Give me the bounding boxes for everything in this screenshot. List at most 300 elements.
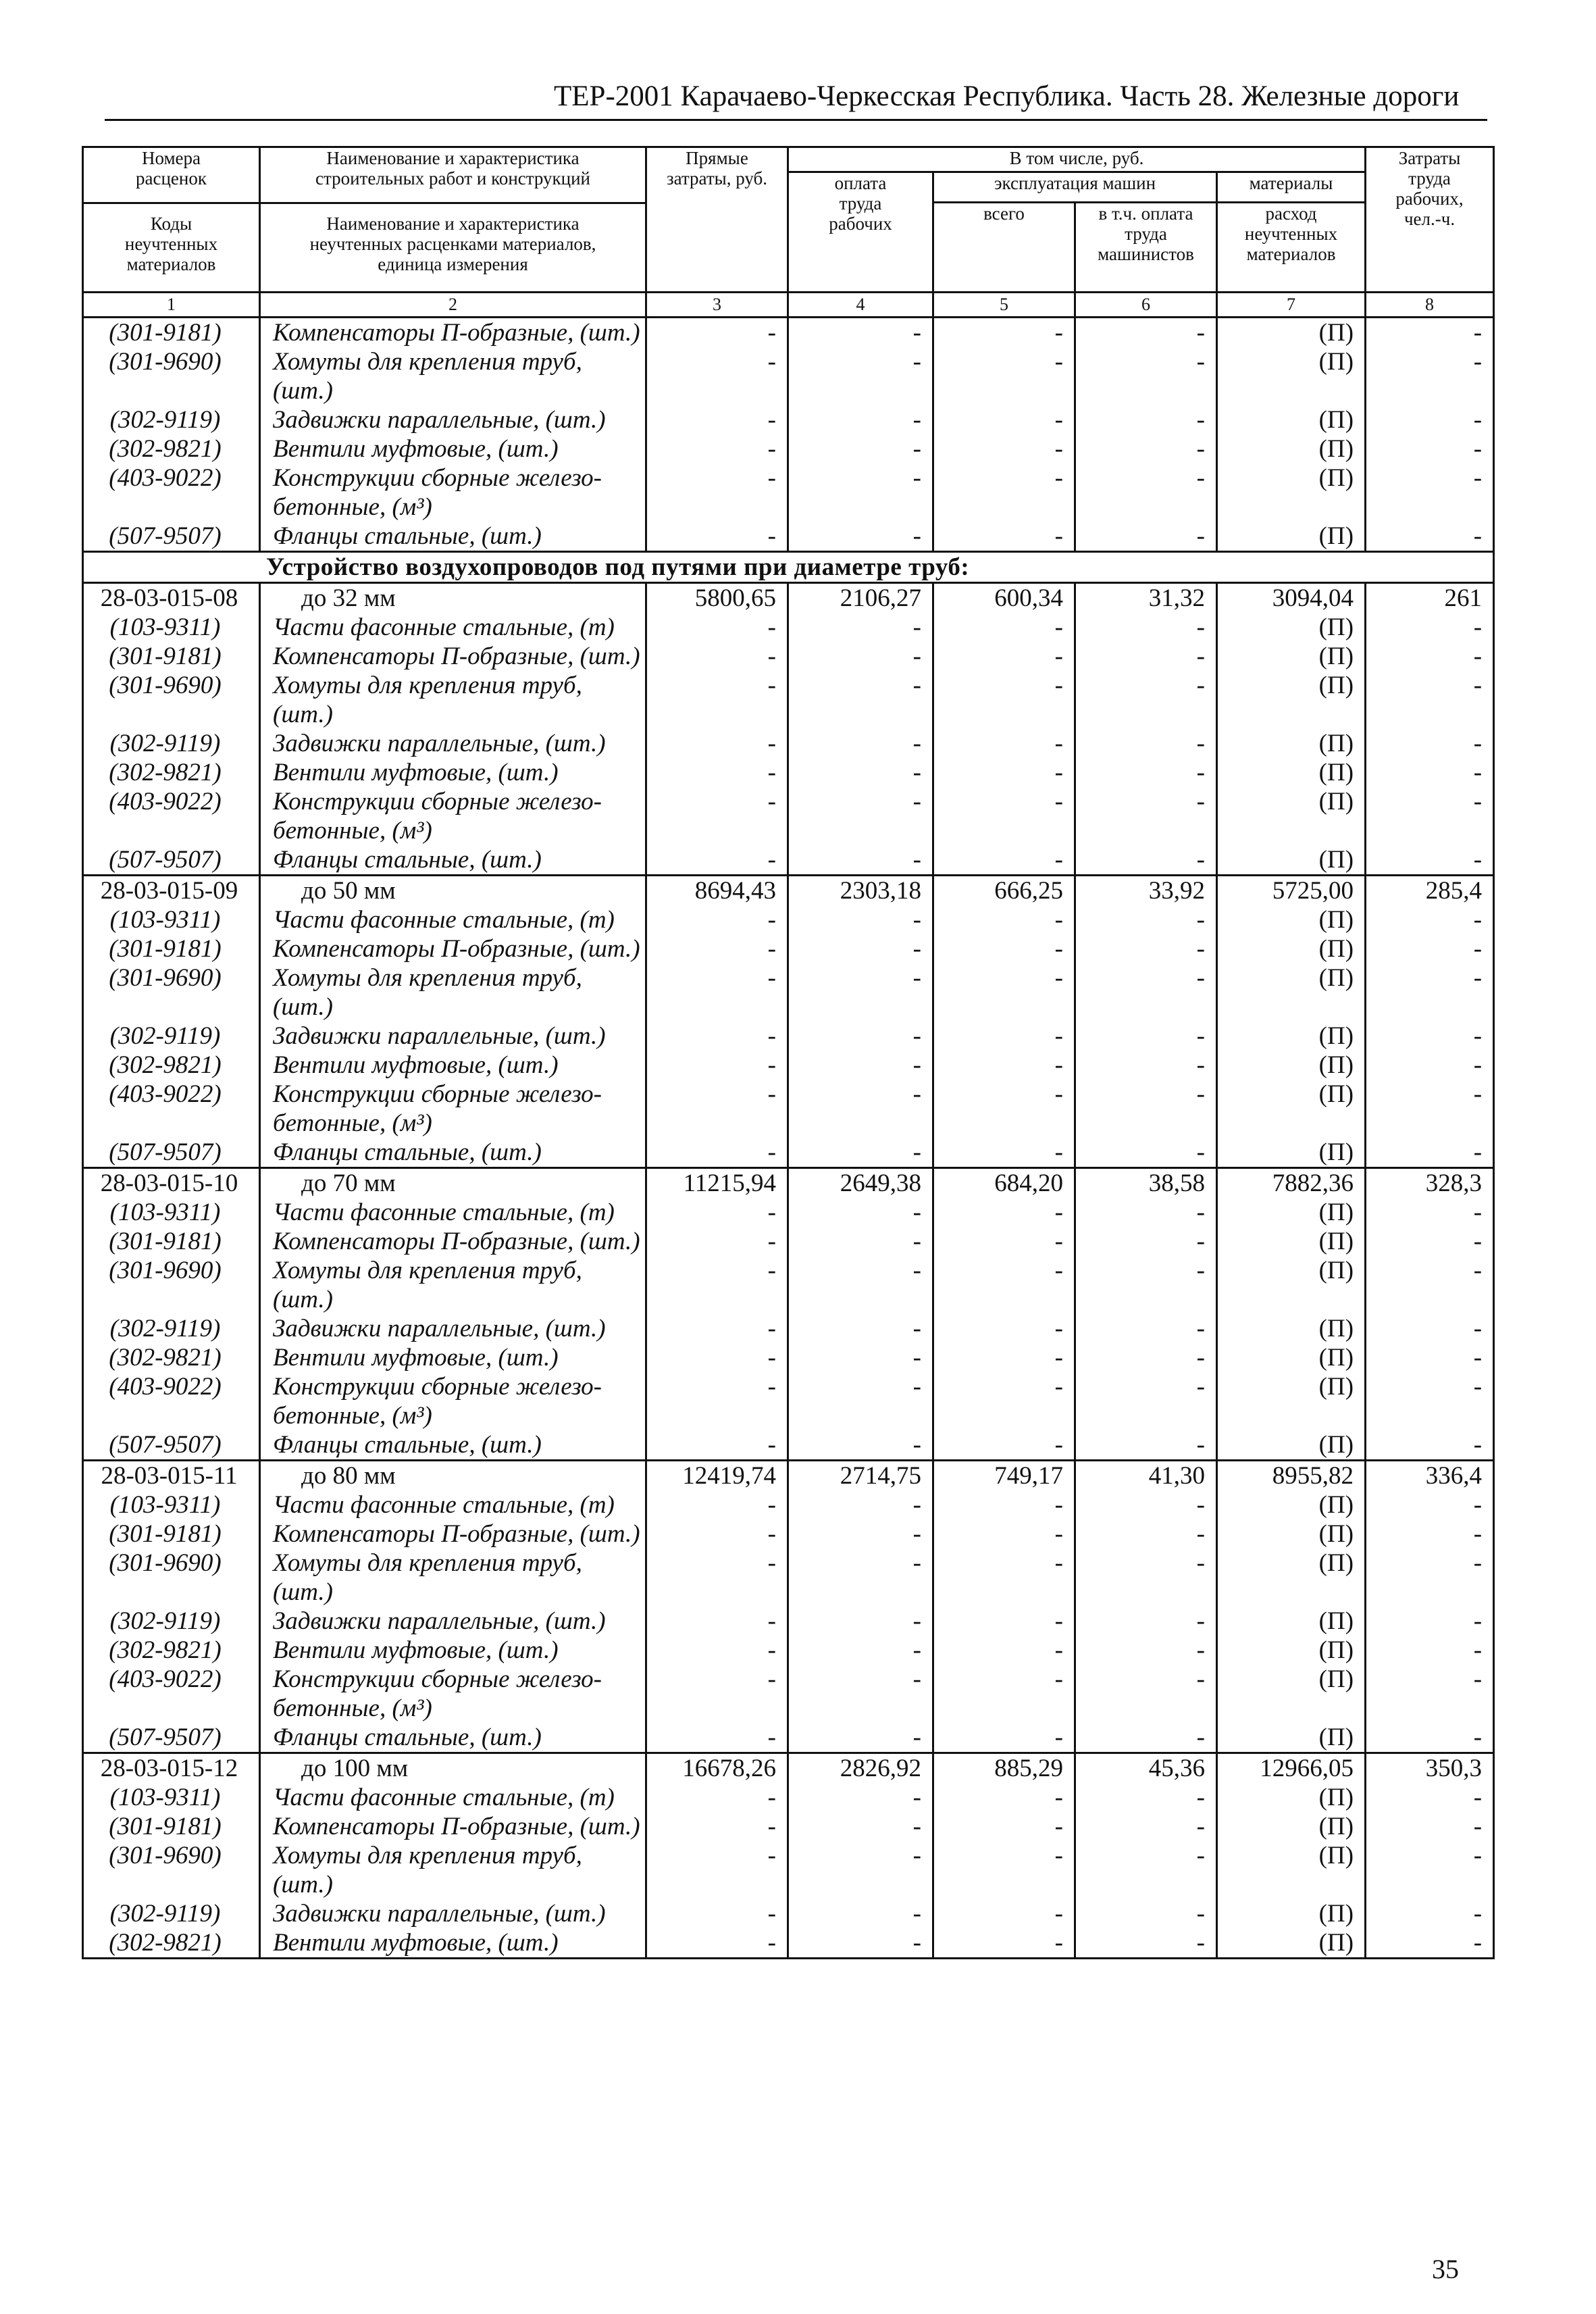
labor-hours-cell: - <box>1366 318 1494 348</box>
material-row <box>83 522 1494 552</box>
header-machine-total: всего <box>933 203 1075 293</box>
operator-pay-cell: - <box>1075 522 1217 552</box>
material-row <box>83 1343 1494 1372</box>
direct-costs-cell: - <box>646 845 788 876</box>
machine-total-cell: - <box>933 671 1075 729</box>
material-code: (403-9022) <box>83 787 260 845</box>
material-row <box>83 1227 1494 1256</box>
table-body <box>83 318 1494 1959</box>
header-names <box>260 147 646 293</box>
section-heading: Устройство воздухопроводов под путями при диаметре труб: <box>83 552 1494 583</box>
materials-cell: (П) <box>1217 1812 1366 1841</box>
direct-costs-cell: - <box>646 1812 788 1841</box>
machine-total-cell: - <box>933 758 1075 787</box>
operator-pay-cell: - <box>1075 1227 1217 1256</box>
operator-pay-cell: - <box>1075 963 1217 1022</box>
header-machine-operation: эксплуатация машин <box>933 172 1217 203</box>
direct-costs-cell: 11215,94 <box>646 1168 788 1199</box>
operator-pay-cell: - <box>1075 1783 1217 1812</box>
worker-pay-cell: - <box>788 1607 933 1636</box>
labor-hours-cell: - <box>1366 1812 1494 1841</box>
material-name: Хомуты для крепления труб, (шт.) <box>260 1549 646 1607</box>
labor-hours-cell: - <box>1366 1723 1494 1753</box>
material-code: (302-9119) <box>83 1314 260 1343</box>
operator-pay-cell: - <box>1075 845 1217 876</box>
direct-costs-cell: - <box>646 1080 788 1138</box>
material-name: Компенсаторы П-образные, (шт.) <box>260 1227 646 1256</box>
machine-total-cell: 749,17 <box>933 1461 1075 1491</box>
material-row <box>83 905 1494 934</box>
labor-hours-cell: - <box>1366 963 1494 1022</box>
worker-pay-cell: - <box>788 1343 933 1372</box>
materials-cell: (П) <box>1217 405 1366 434</box>
operator-pay-cell: - <box>1075 1636 1217 1665</box>
header-direct-costs: Прямые затраты, руб. <box>646 147 788 293</box>
machine-total-cell: - <box>933 1549 1075 1607</box>
material-name: Задвижки параллельные, (шт.) <box>260 1899 646 1928</box>
materials-cell: 12966,05 <box>1217 1753 1366 1784</box>
material-name: Части фасонные стальные, (т) <box>260 1490 646 1519</box>
materials-cell: (П) <box>1217 318 1366 348</box>
labor-hours-cell: 285,4 <box>1366 876 1494 906</box>
materials-cell: 5725,00 <box>1217 876 1366 906</box>
header-work-name: Наименование и характеристика строительных работ и конструкций <box>315 148 590 188</box>
labor-hours-cell: - <box>1366 905 1494 934</box>
worker-pay-cell: 2826,92 <box>788 1753 933 1784</box>
material-name: Конструкции сборные железо-бетонные, (м³) <box>260 1372 646 1430</box>
labor-hours-cell: - <box>1366 405 1494 434</box>
operator-pay-cell: - <box>1075 787 1217 845</box>
operator-pay-cell: - <box>1075 1549 1217 1607</box>
material-row <box>83 1138 1494 1168</box>
materials-cell: (П) <box>1217 729 1366 758</box>
material-code: (302-9119) <box>83 1022 260 1051</box>
operator-pay-cell: - <box>1075 1256 1217 1314</box>
material-name: Конструкции сборные железо-бетонные, (м³) <box>260 1665 646 1723</box>
worker-pay-cell: - <box>788 405 933 434</box>
materials-cell: (П) <box>1217 1314 1366 1343</box>
table-header <box>83 147 1494 318</box>
material-row <box>83 463 1494 522</box>
operator-pay-cell: - <box>1075 1138 1217 1168</box>
materials-cell: (П) <box>1217 1022 1366 1051</box>
material-code: (301-9181) <box>83 1812 260 1841</box>
machine-total-cell: - <box>933 845 1075 876</box>
worker-pay-cell: - <box>788 758 933 787</box>
machine-total-cell: - <box>933 347 1075 405</box>
worker-pay-cell: - <box>788 642 933 671</box>
material-name: Вентили муфтовые, (шт.) <box>260 1051 646 1080</box>
direct-costs-cell: - <box>646 613 788 642</box>
worker-pay-cell: - <box>788 1899 933 1928</box>
materials-cell: 7882,36 <box>1217 1168 1366 1199</box>
rate-row <box>83 1168 1494 1199</box>
machine-total-cell: - <box>933 963 1075 1022</box>
material-row <box>83 845 1494 876</box>
labor-hours-cell: - <box>1366 1138 1494 1168</box>
operator-pay-cell: - <box>1075 1607 1217 1636</box>
operator-pay-cell: - <box>1075 434 1217 463</box>
material-name: Компенсаторы П-образные, (шт.) <box>260 1519 646 1549</box>
worker-pay-cell: - <box>788 1227 933 1256</box>
direct-costs-cell: - <box>646 758 788 787</box>
materials-cell: (П) <box>1217 1636 1366 1665</box>
material-name: Вентили муфтовые, (шт.) <box>260 1343 646 1372</box>
operator-pay-cell: - <box>1075 1343 1217 1372</box>
labor-hours-cell: - <box>1366 642 1494 671</box>
direct-costs-cell: - <box>646 1549 788 1607</box>
labor-hours-cell: - <box>1366 1314 1494 1343</box>
material-code: (301-9690) <box>83 1841 260 1899</box>
material-name: Хомуты для крепления труб, (шт.) <box>260 1256 646 1314</box>
direct-costs-cell: - <box>646 1022 788 1051</box>
column-number: 1 <box>83 293 260 318</box>
machine-total-cell: - <box>933 1022 1075 1051</box>
materials-cell: (П) <box>1217 642 1366 671</box>
material-code: (302-9821) <box>83 1636 260 1665</box>
material-code: (301-9690) <box>83 1256 260 1314</box>
material-row <box>83 729 1494 758</box>
direct-costs-cell: - <box>646 1256 788 1314</box>
material-row <box>83 1314 1494 1343</box>
operator-pay-cell: - <box>1075 347 1217 405</box>
direct-costs-cell: - <box>646 1841 788 1899</box>
materials-cell: (П) <box>1217 1343 1366 1372</box>
direct-costs-cell: - <box>646 963 788 1022</box>
column-number: 8 <box>1366 293 1494 318</box>
header-materials: материалы <box>1217 172 1366 203</box>
worker-pay-cell: - <box>788 1372 933 1430</box>
direct-costs-cell: - <box>646 1314 788 1343</box>
labor-hours-cell: - <box>1366 1519 1494 1549</box>
machine-total-cell: - <box>933 787 1075 845</box>
operator-pay-cell: - <box>1075 1198 1217 1227</box>
machine-total-cell: - <box>933 1490 1075 1519</box>
machine-total-cell: - <box>933 905 1075 934</box>
direct-costs-cell: - <box>646 1227 788 1256</box>
labor-hours-cell: - <box>1366 1783 1494 1812</box>
materials-cell: (П) <box>1217 1490 1366 1519</box>
header-material-consumption: расход неучтенных материалов <box>1217 203 1366 293</box>
rate-description: до 70 мм <box>260 1168 646 1199</box>
material-row <box>83 1841 1494 1899</box>
direct-costs-cell: - <box>646 1198 788 1227</box>
header-worker-pay: оплата труда рабочих <box>788 172 933 293</box>
worker-pay-cell: - <box>788 1080 933 1138</box>
materials-cell: 3094,04 <box>1217 583 1366 613</box>
machine-total-cell: - <box>933 1138 1075 1168</box>
material-code: (403-9022) <box>83 1665 260 1723</box>
machine-total-cell: - <box>933 405 1075 434</box>
direct-costs-cell: - <box>646 1899 788 1928</box>
worker-pay-cell: - <box>788 1430 933 1461</box>
rate-row <box>83 876 1494 906</box>
material-name: Хомуты для крепления труб, (шт.) <box>260 347 646 405</box>
materials-cell: (П) <box>1217 1665 1366 1723</box>
column-number: 6 <box>1075 293 1217 318</box>
machine-total-cell: 684,20 <box>933 1168 1075 1199</box>
materials-cell: (П) <box>1217 1723 1366 1753</box>
material-name: Фланцы стальные, (шт.) <box>260 522 646 552</box>
operator-pay-cell: - <box>1075 1430 1217 1461</box>
material-row <box>83 1549 1494 1607</box>
labor-hours-cell: - <box>1366 1549 1494 1607</box>
operator-pay-cell: - <box>1075 405 1217 434</box>
material-row <box>83 1256 1494 1314</box>
worker-pay-cell: - <box>788 434 933 463</box>
direct-costs-cell: - <box>646 318 788 348</box>
machine-total-cell: - <box>933 1227 1075 1256</box>
worker-pay-cell: - <box>788 845 933 876</box>
material-row <box>83 642 1494 671</box>
material-code: (301-9690) <box>83 1549 260 1607</box>
worker-pay-cell: - <box>788 347 933 405</box>
header-material-codes: Коды неучтенных материалов <box>124 213 218 274</box>
worker-pay-cell: - <box>788 1198 933 1227</box>
labor-hours-cell: - <box>1366 1051 1494 1080</box>
operator-pay-cell: - <box>1075 729 1217 758</box>
operator-pay-cell: - <box>1075 671 1217 729</box>
worker-pay-cell: - <box>788 1490 933 1519</box>
operator-pay-cell: - <box>1075 1841 1217 1899</box>
rate-number: 28-03-015-10 <box>83 1168 260 1199</box>
worker-pay-cell: - <box>788 934 933 963</box>
material-code: (301-9181) <box>83 1227 260 1256</box>
material-code: (302-9821) <box>83 1928 260 1959</box>
header-operator-pay: в т.ч. оплата труда машинистов <box>1075 203 1217 293</box>
direct-costs-cell: - <box>646 522 788 552</box>
materials-cell: (П) <box>1217 1899 1366 1928</box>
worker-pay-cell: - <box>788 1549 933 1607</box>
materials-cell: (П) <box>1217 1549 1366 1607</box>
material-name: Конструкции сборные железо-бетонные, (м³) <box>260 463 646 522</box>
labor-hours-cell: - <box>1366 613 1494 642</box>
material-name: Фланцы стальные, (шт.) <box>260 1430 646 1461</box>
materials-cell: (П) <box>1217 1928 1366 1959</box>
machine-total-cell: - <box>933 1314 1075 1343</box>
material-code: (301-9690) <box>83 671 260 729</box>
direct-costs-cell: - <box>646 1519 788 1549</box>
worker-pay-cell: - <box>788 905 933 934</box>
direct-costs-cell: - <box>646 1607 788 1636</box>
rate-description: до 32 мм <box>260 583 646 613</box>
direct-costs-cell: - <box>646 1372 788 1430</box>
rate-row <box>83 583 1494 613</box>
materials-cell: (П) <box>1217 1607 1366 1636</box>
machine-total-cell: - <box>933 934 1075 963</box>
worker-pay-cell: - <box>788 1256 933 1314</box>
direct-costs-cell: - <box>646 642 788 671</box>
material-row <box>83 1198 1494 1227</box>
material-code: (507-9507) <box>83 522 260 552</box>
operator-pay-cell: - <box>1075 1022 1217 1051</box>
material-name: Части фасонные стальные, (т) <box>260 1198 646 1227</box>
material-code: (103-9311) <box>83 1198 260 1227</box>
machine-total-cell: - <box>933 1430 1075 1461</box>
operator-pay-cell: - <box>1075 758 1217 787</box>
material-name: Части фасонные стальные, (т) <box>260 905 646 934</box>
machine-total-cell: 885,29 <box>933 1753 1075 1784</box>
material-name: Вентили муфтовые, (шт.) <box>260 1928 646 1959</box>
rate-number: 28-03-015-09 <box>83 876 260 906</box>
materials-cell: (П) <box>1217 905 1366 934</box>
machine-total-cell: - <box>933 318 1075 348</box>
materials-cell: (П) <box>1217 1372 1366 1430</box>
direct-costs-cell: - <box>646 1636 788 1665</box>
column-number: 5 <box>933 293 1075 318</box>
material-name: Части фасонные стальные, (т) <box>260 613 646 642</box>
rate-number: 28-03-015-12 <box>83 1753 260 1784</box>
title-rule <box>105 119 1487 121</box>
materials-cell: (П) <box>1217 347 1366 405</box>
materials-cell: (П) <box>1217 613 1366 642</box>
direct-costs-cell: 12419,74 <box>646 1461 788 1491</box>
material-row <box>83 347 1494 405</box>
direct-costs-cell: - <box>646 671 788 729</box>
labor-hours-cell: - <box>1366 1198 1494 1227</box>
machine-total-cell: - <box>933 522 1075 552</box>
material-code: (301-9181) <box>83 1519 260 1549</box>
labor-hours-cell: - <box>1366 434 1494 463</box>
operator-pay-cell: - <box>1075 1899 1217 1928</box>
worker-pay-cell: - <box>788 787 933 845</box>
labor-hours-cell: - <box>1366 1343 1494 1372</box>
direct-costs-cell: - <box>646 1928 788 1959</box>
operator-pay-cell: - <box>1075 1490 1217 1519</box>
machine-total-cell: 666,25 <box>933 876 1075 906</box>
labor-hours-cell: - <box>1366 1080 1494 1138</box>
material-row <box>83 758 1494 787</box>
material-name: Хомуты для крепления труб, (шт.) <box>260 671 646 729</box>
worker-pay-cell: 2649,38 <box>788 1168 933 1199</box>
material-code: (301-9690) <box>83 347 260 405</box>
column-number: 4 <box>788 293 933 318</box>
materials-cell: (П) <box>1217 1841 1366 1899</box>
rate-row <box>83 1753 1494 1784</box>
machine-total-cell: - <box>933 1928 1075 1959</box>
direct-costs-cell: 5800,65 <box>646 583 788 613</box>
worker-pay-cell: - <box>788 1841 933 1899</box>
materials-cell: (П) <box>1217 934 1366 963</box>
material-code: (507-9507) <box>83 1723 260 1753</box>
operator-pay-cell: - <box>1075 1928 1217 1959</box>
machine-total-cell: - <box>933 1080 1075 1138</box>
rate-description: до 100 мм <box>260 1753 646 1784</box>
material-code: (301-9181) <box>83 318 260 348</box>
worker-pay-cell: - <box>788 1928 933 1959</box>
operator-pay-cell: - <box>1075 1665 1217 1723</box>
labor-hours-cell: 336,4 <box>1366 1461 1494 1491</box>
rate-description: до 80 мм <box>260 1461 646 1491</box>
material-name: Компенсаторы П-образные, (шт.) <box>260 1812 646 1841</box>
labor-hours-cell: - <box>1366 347 1494 405</box>
worker-pay-cell: - <box>788 1783 933 1812</box>
machine-total-cell: - <box>933 1198 1075 1227</box>
direct-costs-cell: 16678,26 <box>646 1753 788 1784</box>
material-row <box>83 1723 1494 1753</box>
labor-hours-cell: - <box>1366 1665 1494 1723</box>
operator-pay-cell: - <box>1075 318 1217 348</box>
materials-cell: (П) <box>1217 463 1366 522</box>
machine-total-cell: - <box>933 434 1075 463</box>
header-material-name: Наименование и характеристика неучтенных расценками материалов, единица измерения <box>309 213 596 274</box>
material-row <box>83 1812 1494 1841</box>
rate-description: до 50 мм <box>260 876 646 906</box>
direct-costs-cell: - <box>646 1430 788 1461</box>
material-row <box>83 1080 1494 1138</box>
worker-pay-cell: - <box>788 613 933 642</box>
worker-pay-cell: - <box>788 671 933 729</box>
rate-number: 28-03-015-11 <box>83 1461 260 1491</box>
material-row <box>83 318 1494 348</box>
material-name: Фланцы стальные, (шт.) <box>260 845 646 876</box>
machine-total-cell: - <box>933 1636 1075 1665</box>
direct-costs-cell: - <box>646 1490 788 1519</box>
operator-pay-cell: - <box>1075 1723 1217 1753</box>
material-name: Компенсаторы П-образные, (шт.) <box>260 318 646 348</box>
operator-pay-cell: 41,30 <box>1075 1461 1217 1491</box>
labor-hours-cell: - <box>1366 934 1494 963</box>
worker-pay-cell: - <box>788 1022 933 1051</box>
material-row <box>83 1372 1494 1430</box>
labor-hours-cell: - <box>1366 1607 1494 1636</box>
material-row <box>83 434 1494 463</box>
worker-pay-cell: - <box>788 1636 933 1665</box>
machine-total-cell: - <box>933 1841 1075 1899</box>
labor-hours-cell: 328,3 <box>1366 1168 1494 1199</box>
material-code: (103-9311) <box>83 613 260 642</box>
materials-cell: (П) <box>1217 522 1366 552</box>
labor-hours-cell: - <box>1366 845 1494 876</box>
material-name: Конструкции сборные железо-бетонные, (м³) <box>260 1080 646 1138</box>
material-code: (103-9311) <box>83 905 260 934</box>
direct-costs-cell: - <box>646 729 788 758</box>
machine-total-cell: - <box>933 463 1075 522</box>
material-code: (302-9821) <box>83 434 260 463</box>
materials-cell: (П) <box>1217 1051 1366 1080</box>
header-including: В том числе, руб. <box>788 147 1366 172</box>
machine-total-cell: - <box>933 642 1075 671</box>
operator-pay-cell: 45,36 <box>1075 1753 1217 1784</box>
material-row <box>83 1928 1494 1959</box>
material-name: Задвижки параллельные, (шт.) <box>260 1022 646 1051</box>
machine-total-cell: 600,34 <box>933 583 1075 613</box>
materials-cell: (П) <box>1217 1783 1366 1812</box>
machine-total-cell: - <box>933 1051 1075 1080</box>
labor-hours-cell: - <box>1366 1022 1494 1051</box>
labor-hours-cell: - <box>1366 1372 1494 1430</box>
worker-pay-cell: - <box>788 1314 933 1343</box>
material-code: (302-9119) <box>83 729 260 758</box>
materials-cell: (П) <box>1217 758 1366 787</box>
operator-pay-cell: - <box>1075 1519 1217 1549</box>
materials-cell: (П) <box>1217 845 1366 876</box>
material-row <box>83 1783 1494 1812</box>
worker-pay-cell: 2303,18 <box>788 876 933 906</box>
material-name: Вентили муфтовые, (шт.) <box>260 1636 646 1665</box>
material-name: Вентили муфтовые, (шт.) <box>260 758 646 787</box>
machine-total-cell: - <box>933 729 1075 758</box>
material-code: (302-9821) <box>83 1343 260 1372</box>
direct-costs-cell: 8694,43 <box>646 876 788 906</box>
direct-costs-cell: - <box>646 1138 788 1168</box>
labor-hours-cell: - <box>1366 1430 1494 1461</box>
machine-total-cell: - <box>933 1343 1075 1372</box>
material-code: (507-9507) <box>83 845 260 876</box>
machine-total-cell: - <box>933 1783 1075 1812</box>
material-row <box>83 405 1494 434</box>
direct-costs-cell: - <box>646 1051 788 1080</box>
